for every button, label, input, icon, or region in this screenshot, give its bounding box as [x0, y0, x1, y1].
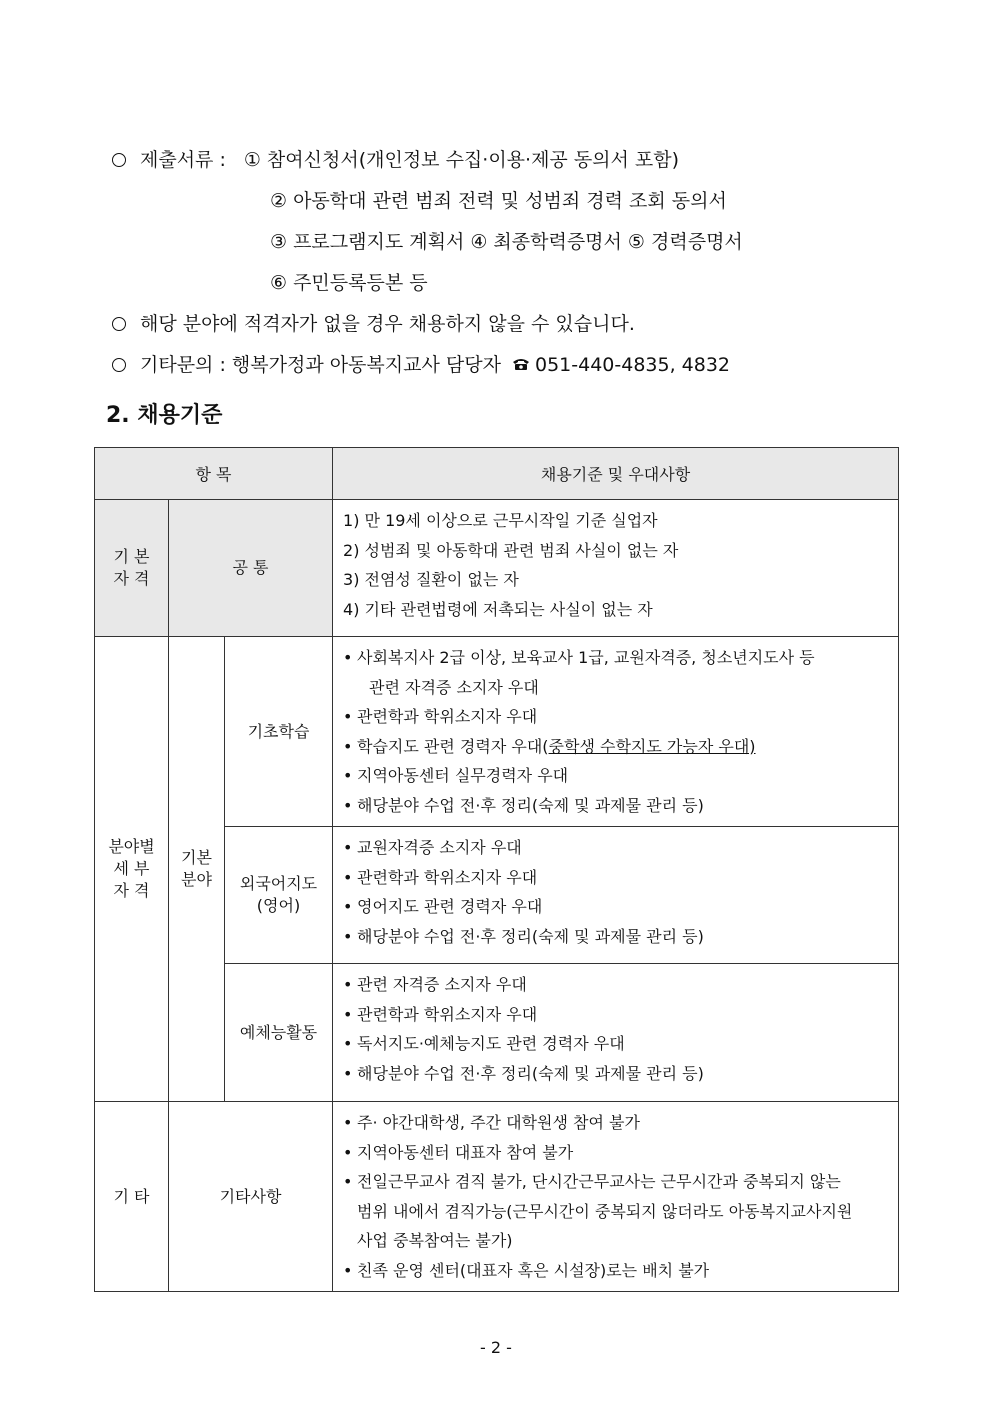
criteria-line: • 관련학과 학위소지자 우대: [343, 702, 890, 732]
notice-text: 해당 분야에 적격자가 없을 경우 채용하지 않을 수 있습니다.: [140, 313, 635, 335]
criteria-line: • 사회복지사 2급 이상, 보육교사 1급, 교원자격증, 청소년지도사 등: [343, 643, 890, 673]
contact-line: [112, 353, 730, 377]
row-group-basic: 기 본 자 격: [95, 500, 169, 637]
table-header-row: [95, 448, 899, 500]
submission-label: 제출서류 :: [140, 149, 226, 171]
field-criteria-cell: [333, 964, 899, 1102]
circle-bullet-icon: [112, 153, 126, 167]
submission-item: ① 참여신청서(개인정보 수집·이용·제공 동의서 포함): [243, 149, 680, 171]
criteria-line: 사업 중복참여는 불가): [357, 1231, 513, 1250]
criteria-line: • 주· 야간대학생, 주간 대학원생 참여 불가: [343, 1108, 890, 1138]
criteria-line: • 지역아동센터 실무경력자 우대: [343, 761, 890, 791]
section-title: 2. 채용기준: [106, 403, 223, 428]
criteria-line: • 교원자격증 소지자 우대: [343, 833, 890, 863]
notice-line: [112, 312, 635, 336]
criteria-line: 관련 자격증 소지자 우대: [369, 677, 539, 697]
basic-criteria-cell: [333, 500, 899, 637]
contact-text: 기타문의 : 행복가정과 아동복지교사 담당자: [140, 354, 501, 376]
submission-line-1: [112, 148, 679, 172]
table-row: [95, 637, 899, 827]
criteria-line: • 지역아동센터 대표자 참여 불가: [343, 1138, 890, 1168]
criteria-line: 범위 내에서 겸직가능(근무시간이 중복되지 않더라도 아동복지교사지원: [357, 1201, 853, 1221]
field-criteria-cell: [333, 827, 899, 964]
row-group-other: 기 타: [95, 1102, 169, 1292]
submission-item: ③ 프로그램지도 계획서 ④ 최종학력증명서 ⑤ 경력증명서: [270, 231, 743, 253]
criteria-line: 1) 만 19세 이상으로 근무시작일 기준 실업자: [343, 511, 658, 530]
phone-icon: [511, 353, 531, 377]
submission-item: ② 아동학대 관련 범죄 전력 및 성범죄 경력 조회 동의서: [270, 190, 727, 212]
circle-bullet-icon: [112, 317, 126, 331]
criteria-underlined-text: 중학생 수학지도 가능자 우대): [548, 736, 756, 756]
criteria-line: • 관련학과 학위소지자 우대: [343, 863, 890, 893]
header-item: 항 목: [95, 448, 333, 500]
table-row: [95, 1102, 899, 1292]
submission-item: ⑥ 주민등록등본 등: [270, 272, 428, 294]
criteria-table: [94, 447, 899, 1292]
row-group-detail: 분야별 세 부 자 격: [95, 637, 169, 1102]
page-number: - 2 -: [480, 1338, 512, 1357]
contact-phone: 051-440-4835, 4832: [534, 354, 731, 376]
criteria-line: • 친족 운영 센터(대표자 혹은 시설장)로는 배치 불가: [343, 1256, 890, 1286]
circle-bullet-icon: [112, 358, 126, 372]
table-row: [95, 500, 899, 637]
field-name: 외국어지도 (영어): [225, 827, 333, 964]
criteria-line: • 해당분야 수업 전·후 정리(숙제 및 과제물 관리 등): [343, 922, 890, 952]
criteria-text: 학습지도 관련 경력자 우대(: [357, 736, 549, 756]
criteria-line: • 관련 자격증 소지자 우대: [343, 970, 890, 1000]
field-name: 예체능활동: [225, 964, 333, 1102]
other-criteria-cell: [333, 1102, 899, 1292]
row-sub-other: 기타사항: [169, 1102, 333, 1292]
criteria-line: • 관련학과 학위소지자 우대: [343, 1000, 890, 1030]
field-name: 기초학습: [225, 637, 333, 827]
field-criteria-cell: [333, 637, 899, 827]
criteria-line: • 전일근무교사 겸직 불가, 단시간근무교사는 근무시간과 중복되지 않는: [343, 1167, 890, 1197]
criteria-line: • 영어지도 관련 경력자 우대: [343, 892, 890, 922]
row-sub-basic-field: 기본 분야: [169, 637, 225, 1102]
row-sub-common: 공 통: [169, 500, 333, 637]
criteria-line: [343, 732, 890, 762]
criteria-line: • 해당분야 수업 전·후 정리(숙제 및 과제물 관리 등): [343, 1059, 890, 1089]
criteria-line: 2) 성범죄 및 아동학대 관련 범죄 사실이 없는 자: [343, 540, 679, 560]
criteria-line: 3) 전염성 질환이 없는 자: [343, 570, 519, 589]
criteria-line: 4) 기타 관련법령에 저촉되는 사실이 없는 자: [343, 599, 653, 619]
header-criteria: 채용기준 및 우대사항: [333, 448, 899, 500]
criteria-line: • 독서지도·예체능지도 관련 경력자 우대: [343, 1029, 890, 1059]
criteria-line: • 해당분야 수업 전·후 정리(숙제 및 과제물 관리 등): [343, 791, 890, 821]
